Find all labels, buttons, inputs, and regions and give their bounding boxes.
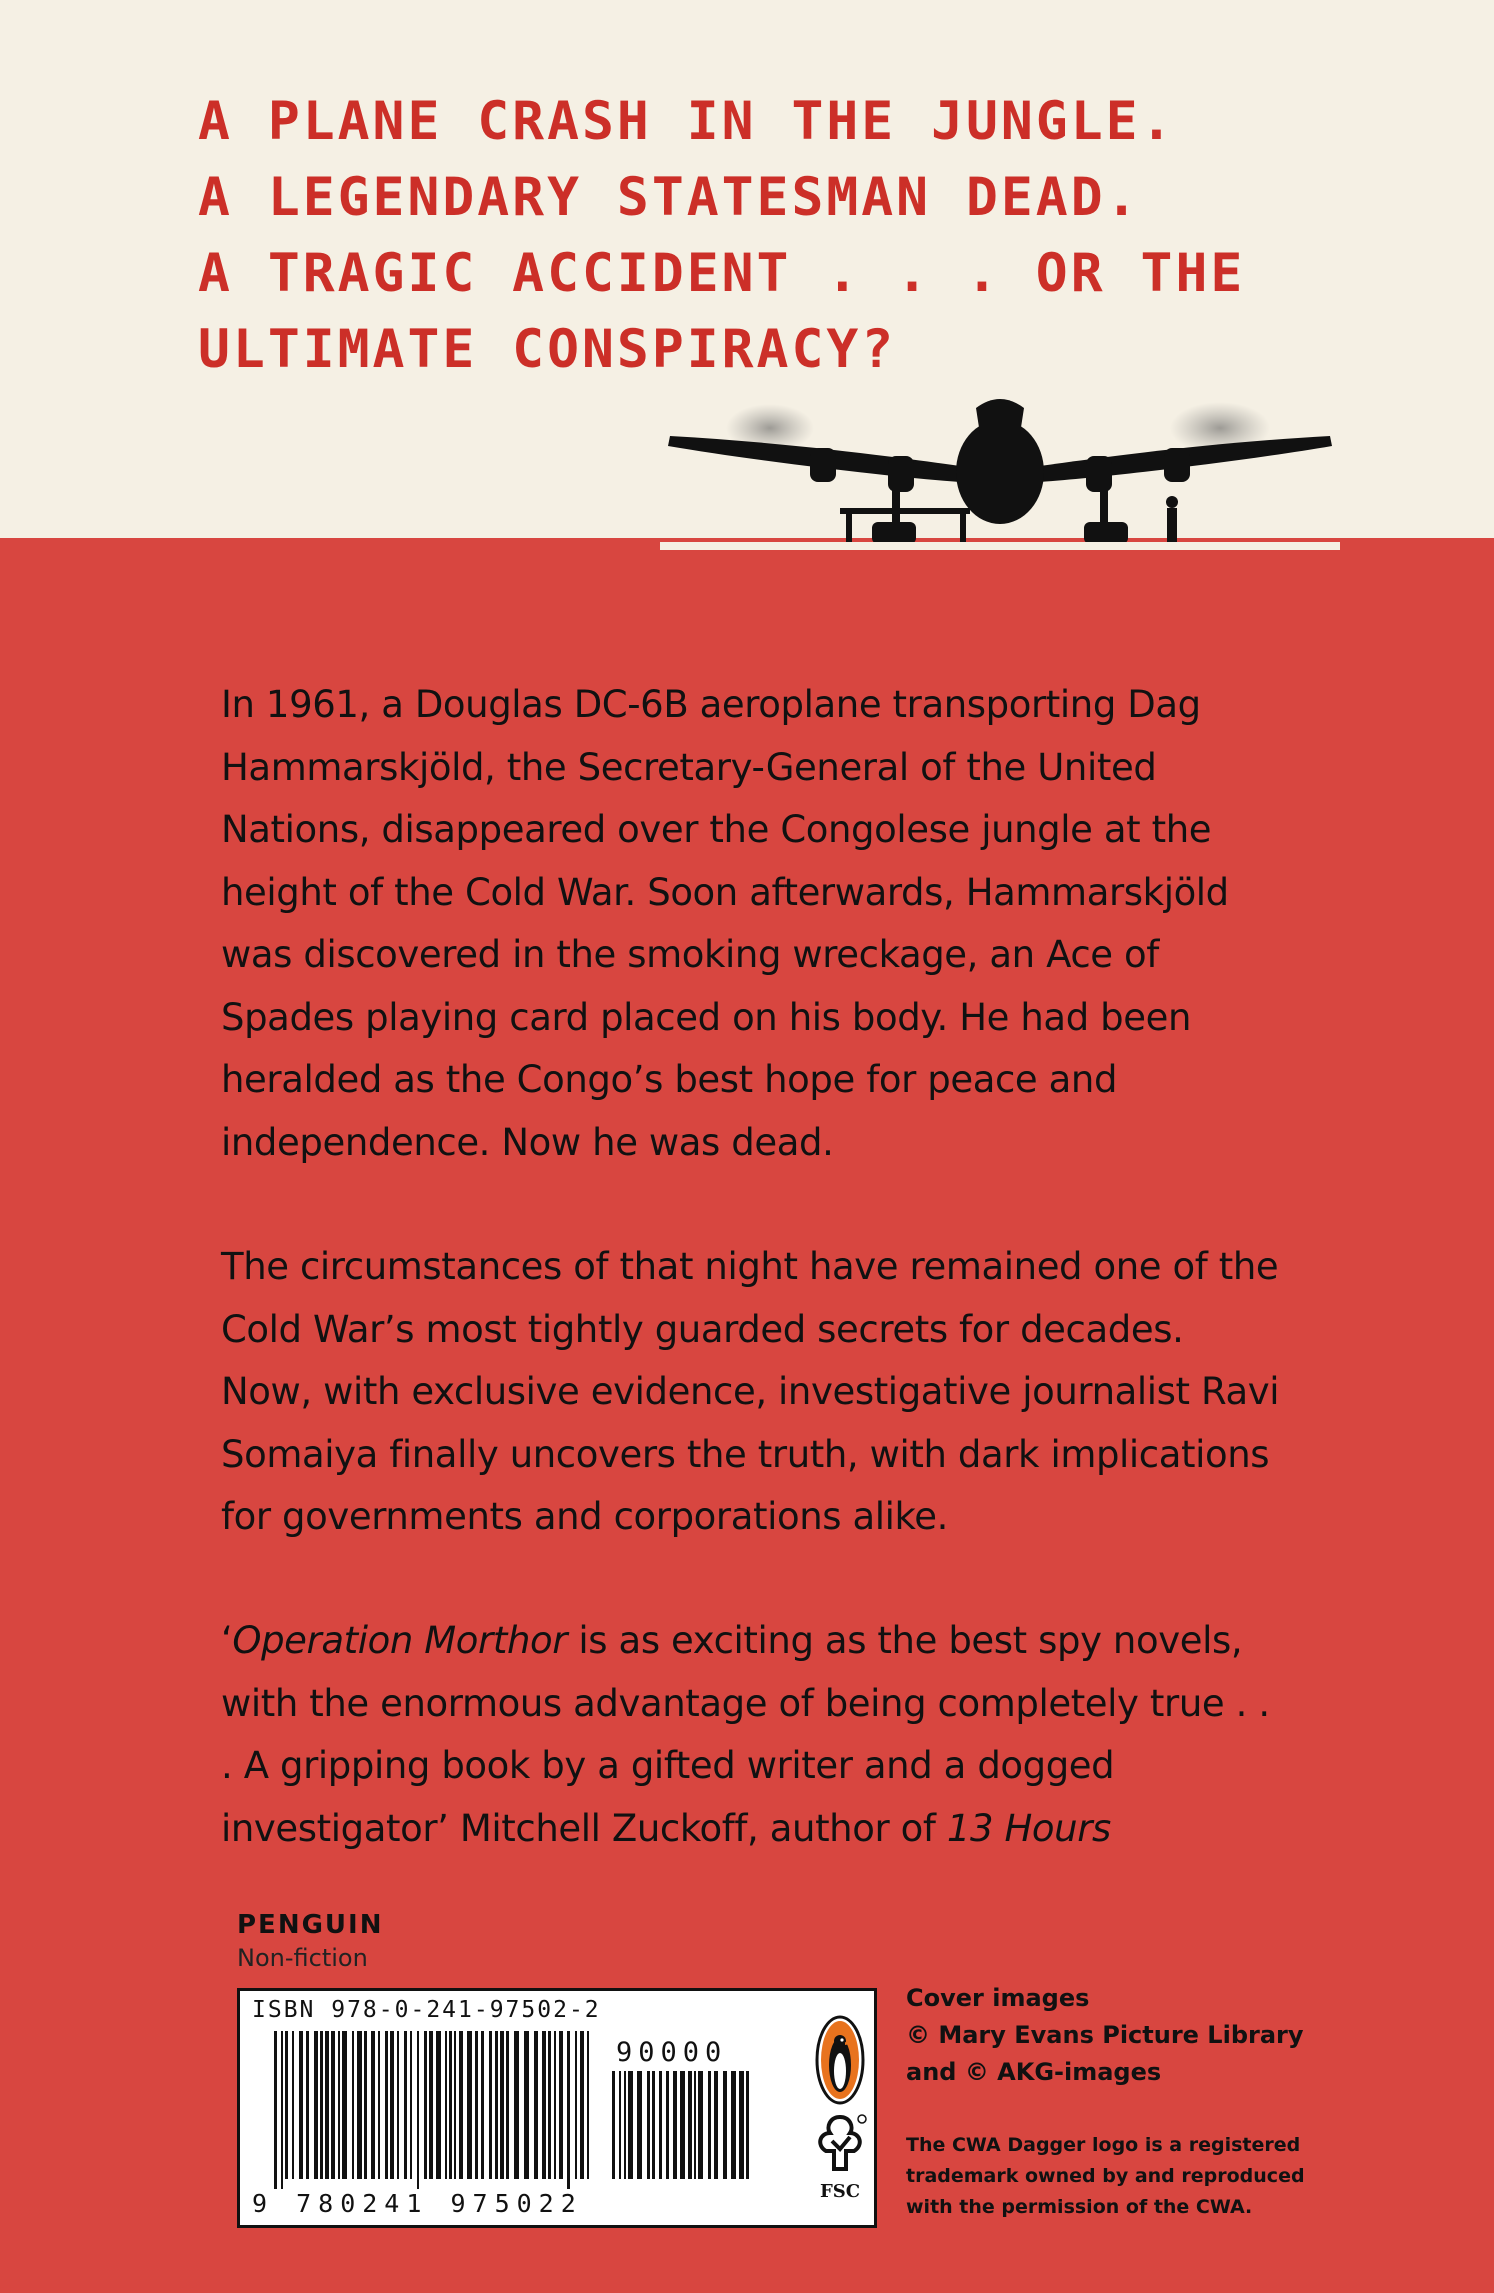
barcode-bar xyxy=(299,2031,303,2179)
barcode-bar xyxy=(352,2031,354,2179)
barcode-bar xyxy=(404,2031,407,2179)
barcode-bar xyxy=(628,2071,633,2179)
barcode-bar xyxy=(449,2031,452,2179)
barcode-bar xyxy=(647,2071,650,2179)
barcode-bar xyxy=(542,2031,546,2179)
blurb-paragraph-1: In 1961, a Douglas DC-6B aeroplane transporting Dag Hammarskjöld, the Secretary-General of the United Nations, disappeared over the Congolese jungle at the height of the Cold War. Soon afterwards, Hammarskjöld was discovered in the smoking wreckage, an Ace of Spades playing card placed on his body. He had been heralded as the Congo’s best hope for peace and independence. Now he was dead. xyxy=(221,683,1229,1164)
barcode-bar xyxy=(390,2031,394,2179)
barcode-bar xyxy=(314,2031,318,2179)
barcode-bar xyxy=(688,2071,692,2179)
barcode-bar xyxy=(274,2031,277,2191)
barcode-bar xyxy=(467,2031,472,2179)
barcode-bar xyxy=(436,2031,441,2179)
barcode-bar xyxy=(489,2031,492,2179)
barcode-bar xyxy=(357,2031,362,2179)
barcode-bar xyxy=(506,2031,509,2179)
barcode-bar xyxy=(364,2031,367,2179)
barcode-bar xyxy=(739,2071,744,2179)
barcode-bar xyxy=(424,2031,427,2179)
legal-line: The CWA Dagger logo is a registered xyxy=(906,2134,1301,2156)
barcode-bar xyxy=(659,2071,662,2179)
barcode-bar xyxy=(417,2031,419,2191)
tagline-line: ULTIMATE CONSPIRACY? xyxy=(198,319,897,380)
barcode-bar xyxy=(694,2071,696,2179)
price-code: 90000 xyxy=(612,2037,731,2068)
barcode-bar xyxy=(666,2071,669,2179)
tagline-line: A LEGENDARY STATESMAN DEAD. xyxy=(198,167,1141,228)
barcode-bar xyxy=(587,2031,589,2179)
barcode-bar xyxy=(338,2031,340,2179)
barcode-bar xyxy=(410,2031,412,2179)
barcode-bar xyxy=(281,2031,283,2191)
top-band xyxy=(0,0,1494,538)
barcode-bar xyxy=(500,2031,504,2179)
barcode-bar xyxy=(306,2031,309,2179)
barcode-bar xyxy=(567,2031,570,2191)
barcode-bar xyxy=(698,2071,703,2179)
barcode-bar xyxy=(371,2031,375,2179)
barcode-bar xyxy=(680,2071,685,2179)
credit-line: Cover images xyxy=(906,1984,1090,2012)
barcode-bar xyxy=(514,2031,519,2179)
barcode-bar xyxy=(673,2071,677,2179)
barcode-bar xyxy=(731,2071,736,2179)
penguin-logo-icon xyxy=(815,2015,865,2105)
barcode-bar xyxy=(342,2031,347,2179)
barcode-bar xyxy=(637,2071,642,2179)
barcode-bar xyxy=(325,2031,329,2179)
barcode-bar xyxy=(723,2071,727,2179)
barcode-bar xyxy=(652,2071,655,2179)
barcode-bar xyxy=(445,2031,447,2179)
barcode-bar xyxy=(746,2071,749,2179)
barcode-bar xyxy=(554,2031,556,2179)
barcode-bar xyxy=(575,2031,577,2179)
barcode-bar xyxy=(331,2031,335,2179)
barcode-bar xyxy=(534,2031,538,2179)
tagline xyxy=(198,84,1245,388)
barcode-bar xyxy=(454,2031,456,2179)
credit-line: and © AKG-images xyxy=(906,2058,1162,2086)
tagline-line: A PLANE CRASH IN THE JUNGLE. xyxy=(198,91,1176,152)
barcode-bar xyxy=(495,2031,498,2179)
fsc-logo-icon xyxy=(810,2111,870,2211)
barcode-bar xyxy=(524,2031,529,2179)
barcode-bar xyxy=(320,2031,323,2179)
quote-open-mark: ‘ xyxy=(221,1619,233,1662)
legal-line: with the permission of the CWA. xyxy=(906,2196,1253,2218)
quote-text: is as exciting as the best spy novels, with the enormous advantage of being completely true . . . A gripping book by a gifted writer and a dogged investigator’ Mitchell Zuckoff, author of xyxy=(221,1619,1270,1850)
barcode-bar xyxy=(559,2031,563,2179)
trademark-notice xyxy=(906,2130,1305,2223)
addon-barcode-bars xyxy=(612,2071,762,2191)
legal-line: trademark owned by and reproduced xyxy=(906,2165,1305,2187)
blurb-paragraph-2: The circumstances of that night have remained one of the Cold War’s most tightly guarded secrets for decades. Now, with exclusive evidence, investigative journalist Ravi Somaiya finally uncovers the truth, with dark implications for governments and corporations alike. xyxy=(221,1245,1280,1538)
isbn-label: ISBN 978-0-241-97502-2 xyxy=(252,1997,601,2023)
barcode-bar xyxy=(292,2031,294,2179)
publisher-category: Non-fiction xyxy=(237,1944,368,1972)
quote-book-title: Operation Morthor xyxy=(232,1619,568,1662)
barcode-bar xyxy=(714,2071,718,2179)
barcode-bar xyxy=(619,2071,621,2179)
barcode-bar xyxy=(580,2031,584,2179)
plane-silhouette-icon xyxy=(660,390,1340,550)
barcode-bar xyxy=(475,2031,478,2179)
quote-cited-book: 13 Hours xyxy=(946,1806,1111,1850)
barcode-bar xyxy=(612,2071,615,2179)
barcode-panel xyxy=(237,1988,877,2228)
barcode-bar xyxy=(397,2031,399,2179)
tagline-line: A TRAGIC ACCIDENT . . . OR THE xyxy=(198,243,1246,304)
barcode-bar xyxy=(285,2031,288,2179)
barcode-bar xyxy=(429,2031,433,2179)
credit-line: © Mary Evans Picture Library xyxy=(906,2021,1304,2049)
barcode-bar xyxy=(708,2071,711,2179)
publisher-name: PENGUIN xyxy=(237,1910,384,1940)
fsc-label: FSC xyxy=(819,2181,861,2202)
barcode-bar xyxy=(385,2031,388,2179)
barcode-bar xyxy=(378,2031,380,2179)
barcode-bar xyxy=(624,2071,626,2179)
cover-image-credits xyxy=(906,1980,1304,2091)
publisher-block xyxy=(237,1910,383,1972)
barcode-bar xyxy=(548,2031,551,2179)
barcode-bar xyxy=(481,2031,484,2179)
barcode-bar xyxy=(459,2031,463,2179)
barcode-digits: 9 780241 975022 xyxy=(252,2189,583,2218)
review-quote xyxy=(221,1610,1281,1860)
